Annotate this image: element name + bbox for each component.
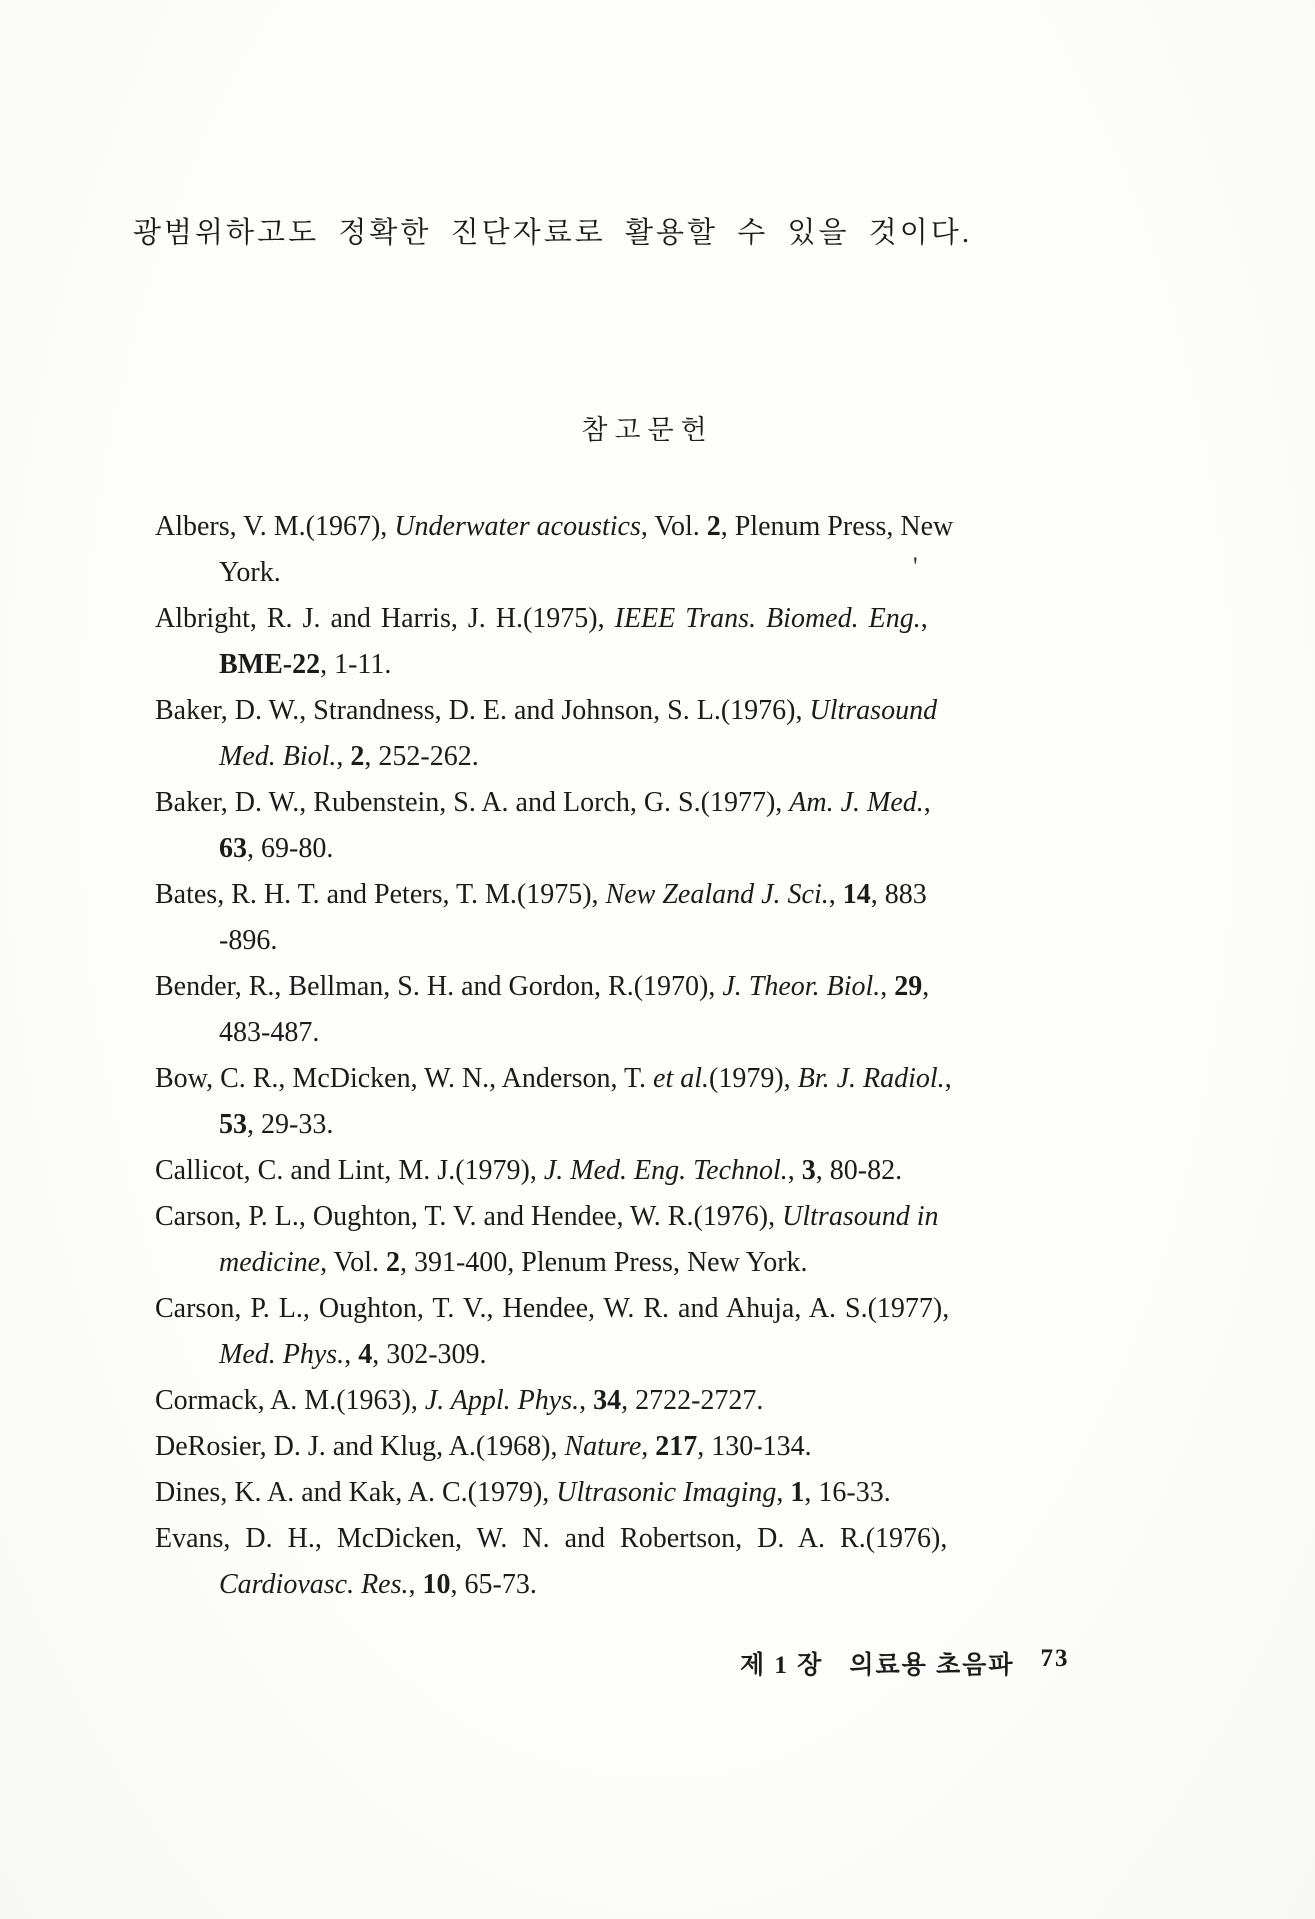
reference-volume-bold: 3: [801, 1155, 816, 1186]
reference-entry: [155, 1378, 1145, 1424]
reference-title-italic: Nature: [564, 1431, 642, 1462]
reference-text: , Plenum Press, New: [720, 511, 954, 542]
stray-apostrophe-mark: ': [913, 552, 918, 581]
reference-list: [155, 504, 1145, 1608]
reference-line: [155, 1240, 1145, 1286]
reference-title-italic: Ultrasonic Imaging: [556, 1477, 777, 1508]
reference-volume-bold: 4: [358, 1339, 373, 1370]
reference-line: [155, 918, 1145, 964]
reference-text: ,: [579, 1385, 594, 1416]
reference-text: , Vol.: [640, 511, 707, 542]
reference-text: , 130-134.: [697, 1431, 812, 1462]
reference-text: Bender, R., Bellman, S. H. and Gordon, R.(1970),: [155, 971, 723, 1002]
reference-title-italic: Med. Biol.: [219, 741, 337, 772]
reference-volume-bold: 2: [385, 1247, 400, 1278]
reference-line: [155, 734, 1145, 780]
reference-line: [155, 1148, 1145, 1194]
reference-line: [155, 780, 1145, 826]
reference-text: Evans, D. H., McDicken, W. N. and Robertson, D. A. R.(1976),: [155, 1523, 948, 1554]
reference-entry: [155, 1516, 1145, 1608]
reference-entry: [155, 1148, 1145, 1194]
reference-text: ,: [336, 741, 351, 772]
reference-entry: [155, 504, 1145, 596]
page-footer: [740, 1645, 1069, 1681]
reference-line: [155, 1010, 1145, 1056]
reference-text: Albright, R. J. and Harris, J. H.(1975),: [155, 603, 615, 634]
reference-text: ,: [880, 971, 895, 1002]
reference-text: , 252-262.: [364, 741, 479, 772]
reference-line: [155, 1424, 1145, 1470]
reference-title-italic: IEEE Trans. Biomed. Eng.: [614, 603, 921, 634]
reference-entry: [155, 1056, 1145, 1148]
reference-line: [155, 1194, 1145, 1240]
reference-text: -896.: [219, 925, 278, 956]
reference-title-italic: Br. J. Radiol.: [797, 1063, 945, 1094]
reference-text: , Vol.: [320, 1247, 386, 1278]
reference-text: ,: [344, 1339, 359, 1370]
reference-line: [155, 596, 1145, 642]
reference-title-italic: J. Theor. Biol.: [722, 971, 881, 1002]
reference-line: [155, 964, 1145, 1010]
reference-text: Callicot, C. and Lint, M. J.(1979),: [155, 1155, 544, 1186]
footer-section-label: 의료용 초음파: [849, 1652, 1015, 1679]
reference-text: Albers, V. M.(1967),: [155, 511, 395, 542]
reference-line: [155, 688, 1145, 734]
reference-line: [155, 1516, 1145, 1562]
reference-title-italic: Am. J. Med.: [789, 787, 924, 818]
reference-text: (1979),: [709, 1063, 798, 1094]
reference-volume-bold: 2: [706, 511, 721, 542]
reference-text: ,: [641, 1431, 656, 1462]
reference-line: [155, 1470, 1145, 1516]
footer-chapter-label: 제 1 장: [740, 1652, 824, 1679]
reference-title-italic: Med. Phys.: [219, 1339, 345, 1370]
section-title-references: 참고문헌: [581, 415, 714, 445]
reference-line: [155, 1102, 1145, 1148]
reference-text: ,: [408, 1569, 423, 1600]
reference-text: , 1-11.: [320, 649, 392, 680]
reference-volume-bold: 10: [422, 1569, 451, 1600]
intro-sentence: 광범위하고도 정확한 진단자료로 활용할 수 있을 것이다.: [133, 217, 973, 249]
reference-text: Baker, D. W., Strandness, D. E. and Johnson, S. L.(1976),: [155, 695, 810, 726]
reference-entry: [155, 964, 1145, 1056]
reference-text: ,: [787, 1155, 802, 1186]
reference-title-italic: J. Appl. Phys.: [424, 1385, 580, 1416]
reference-text: ,: [776, 1477, 791, 1508]
reference-text: Bates, R. H. T. and Peters, T. M.(1975),: [155, 879, 606, 910]
reference-title-italic: Underwater acoustics: [394, 511, 641, 542]
reference-line: [155, 1056, 1145, 1102]
reference-entry: [155, 688, 1145, 780]
reference-title-italic: medicine: [219, 1247, 321, 1278]
reference-text: , 2722-2727.: [621, 1385, 764, 1416]
reference-text: ,: [922, 971, 930, 1002]
reference-line: [155, 642, 1145, 688]
reference-volume-bold: 1: [790, 1477, 805, 1508]
reference-volume-bold: 2: [350, 741, 365, 772]
reference-line: [155, 1562, 1145, 1608]
reference-entry: [155, 596, 1145, 688]
reference-text: , 29-33.: [247, 1109, 334, 1140]
reference-line: [155, 1378, 1145, 1424]
reference-text: ,: [828, 879, 843, 910]
reference-text: Carson, P. L., Oughton, T. V. and Hendee, W. R.(1976),: [155, 1201, 783, 1232]
reference-entry: [155, 872, 1145, 964]
reference-volume-bold: BME-22: [219, 649, 321, 680]
reference-text: , 65-73.: [450, 1569, 537, 1600]
reference-text: ,: [944, 1063, 952, 1094]
reference-text: , 16-33.: [804, 1477, 891, 1508]
reference-text: , 69-80.: [247, 833, 334, 864]
reference-text: ,: [923, 787, 931, 818]
reference-title-italic: et al.: [653, 1063, 710, 1094]
reference-title-italic: Ultrasound in: [782, 1201, 939, 1232]
reference-title-italic: Cardiovasc. Res.: [219, 1569, 409, 1600]
reference-volume-bold: 29: [894, 971, 923, 1002]
reference-text: , 302-309.: [372, 1339, 487, 1370]
reference-entry: [155, 1424, 1145, 1470]
reference-line: [155, 872, 1145, 918]
reference-volume-bold: 34: [593, 1385, 622, 1416]
reference-text: , 80-82.: [815, 1155, 903, 1186]
reference-line: [155, 826, 1145, 872]
reference-line: [155, 1286, 1145, 1332]
reference-text: Bow, C. R., McDicken, W. N., Anderson, T.: [155, 1063, 654, 1094]
reference-volume-bold: 63: [219, 833, 247, 864]
reference-line: [155, 1332, 1145, 1378]
reference-text: , 883: [870, 879, 927, 910]
reference-text: DeRosier, D. J. and Klug, A.(1968),: [155, 1431, 565, 1462]
reference-text: Cormack, A. M.(1963),: [155, 1385, 425, 1416]
reference-volume-bold: 53: [219, 1109, 247, 1140]
reference-line: [155, 504, 1145, 550]
reference-text: , 391-400, Plenum Press, New York.: [399, 1247, 808, 1278]
reference-entry: [155, 1286, 1145, 1378]
reference-text: Carson, P. L., Oughton, T. V., Hendee, W. R. and Ahuja, A. S.(1977),: [155, 1293, 950, 1324]
reference-text: Baker, D. W., Rubenstein, S. A. and Lorch, G. S.(1977),: [155, 787, 790, 818]
reference-text: Dines, K. A. and Kak, A. C.(1979),: [155, 1477, 557, 1508]
footer-page-number: 73: [1040, 1645, 1070, 1672]
reference-volume-bold: 14: [842, 879, 871, 910]
reference-title-italic: New Zealand J. Sci.: [605, 879, 829, 910]
reference-text: York.: [219, 557, 281, 588]
reference-text: 483-487.: [219, 1017, 320, 1048]
reference-entry: [155, 780, 1145, 872]
reference-entry: [155, 1470, 1145, 1516]
reference-title-italic: J. Med. Eng. Technol.: [543, 1155, 788, 1186]
reference-line: [155, 550, 1145, 596]
reference-entry: [155, 1194, 1145, 1286]
reference-volume-bold: 217: [655, 1431, 698, 1462]
reference-text: ,: [920, 603, 928, 634]
reference-title-italic: Ultrasound: [809, 695, 938, 726]
